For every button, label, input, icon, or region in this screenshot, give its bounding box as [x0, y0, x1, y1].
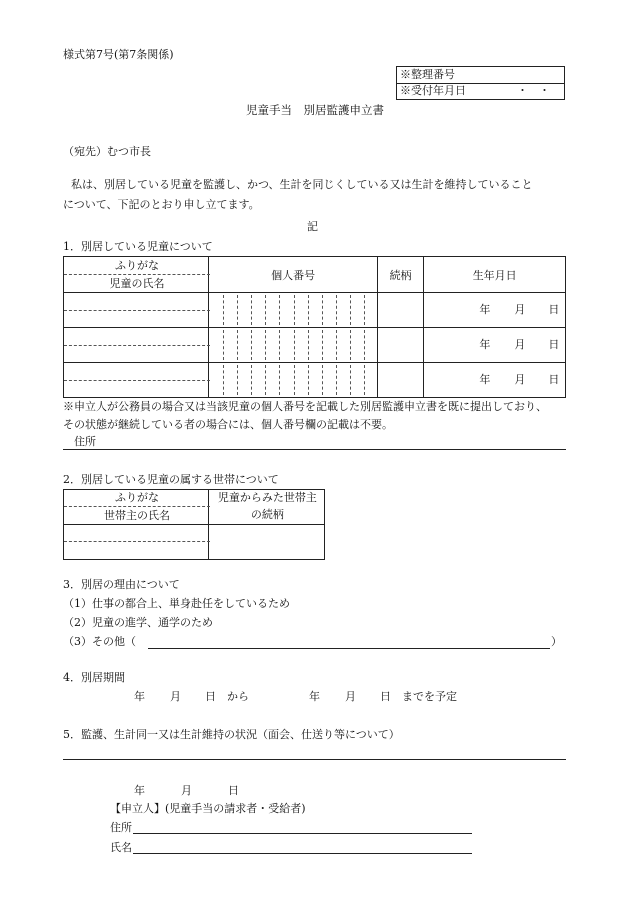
- digit-separator: [237, 365, 238, 395]
- period-from-day: 日 から: [205, 690, 249, 703]
- household-furigana-header: ふりがな: [115, 491, 159, 504]
- digit-separator: [223, 295, 224, 325]
- applicant-label: 【申立人】(児童手当の請求者・受給者): [110, 802, 306, 815]
- ki-mark: 記: [307, 220, 318, 233]
- birth-day-label: 日: [548, 373, 560, 386]
- digit-separator: [279, 330, 280, 360]
- household-relationship-header-2: の続柄: [250, 508, 284, 521]
- section5-title: 5．監護、生計同一又は生計維持の状況（面会、仕送り等について）: [63, 728, 400, 741]
- relationship-cell[interactable]: [377, 363, 424, 398]
- period-from-year: 年: [134, 690, 145, 703]
- document-title: 児童手当 別居監護申立書: [246, 103, 384, 117]
- birthdate-header: 生年月日: [424, 257, 566, 293]
- child-row: [64, 328, 566, 363]
- birth-year-label: 年: [479, 373, 491, 386]
- digit-separator: [364, 330, 365, 360]
- digit-separator: [336, 295, 337, 325]
- digit-separator: [237, 330, 238, 360]
- digit-separator: [336, 365, 337, 395]
- individual-number-cell[interactable]: [209, 293, 377, 328]
- period-to-day: 日 までを予定: [380, 690, 457, 703]
- child-address-label: 住所: [74, 435, 96, 448]
- birth-month-label: 月: [514, 303, 526, 316]
- period-to-month: 月: [345, 690, 356, 703]
- relationship-cell[interactable]: [377, 328, 424, 363]
- footer-year: 年: [134, 784, 145, 797]
- applicant-address-line[interactable]: [133, 833, 472, 834]
- household-relationship-cell[interactable]: [209, 525, 325, 560]
- household-table-header: [64, 490, 325, 525]
- digit-separator: [223, 330, 224, 360]
- birth-day-label: 日: [548, 303, 560, 316]
- footer-day: 日: [228, 784, 239, 797]
- digit-separator: [294, 330, 295, 360]
- note-line-2: その状態が継続している者の場合には、個人番号欄の記載は不要。: [63, 418, 393, 431]
- birthdate-cell[interactable]: [424, 293, 566, 328]
- children-table-header: [64, 257, 566, 293]
- section4-title: 4．別居期間: [63, 671, 125, 684]
- child-row: [64, 293, 566, 328]
- household-head-name-header: 世帯主の氏名: [104, 509, 170, 522]
- individual-number-cell[interactable]: [209, 328, 377, 363]
- relationship-cell[interactable]: [377, 293, 424, 328]
- digit-separator: [350, 365, 351, 395]
- applicant-name-line[interactable]: [133, 853, 472, 854]
- office-use-box: [396, 66, 565, 100]
- child-address-line[interactable]: [63, 449, 566, 450]
- household-relationship-header-cell: [209, 490, 325, 525]
- digit-separator: [364, 295, 365, 325]
- digit-separator: [279, 295, 280, 325]
- digit-separator: [350, 295, 351, 325]
- digit-separator: [322, 330, 323, 360]
- household-table: [63, 489, 325, 560]
- birth-month-label: 月: [514, 373, 526, 386]
- digit-separator: [237, 295, 238, 325]
- digit-separator: [223, 365, 224, 395]
- digit-separator: [251, 365, 252, 395]
- household-relationship-header-1: 児童からみた世帯主: [217, 491, 317, 504]
- birth-day-label: 日: [548, 338, 560, 351]
- section1-title: 1．別居している児童について: [63, 240, 213, 253]
- section2-title: 2．別居している児童の属する世帯について: [63, 473, 279, 486]
- digit-separator: [308, 330, 309, 360]
- digit-separator: [364, 365, 365, 395]
- applicant-address-label: 住所: [110, 821, 132, 834]
- receipt-date-dots: ・ ・: [517, 84, 550, 97]
- digit-separator: [265, 365, 266, 395]
- digit-separator: [251, 330, 252, 360]
- digit-separator: [279, 365, 280, 395]
- reason-option-3[interactable]: （3）その他（: [63, 635, 136, 648]
- addressee: （宛先）むつ市長: [63, 145, 151, 158]
- receipt-date-label: ※受付年月日: [400, 84, 466, 97]
- reason-option-1[interactable]: （1）仕事の都合上、単身赴任をしているため: [63, 597, 290, 610]
- birthdate-cell[interactable]: [424, 363, 566, 398]
- birth-year-label: 年: [479, 338, 491, 351]
- applicant-name-label: 氏名: [110, 841, 132, 854]
- digit-separator: [251, 295, 252, 325]
- birthdate-cell[interactable]: [424, 328, 566, 363]
- individual-number-cell[interactable]: [209, 363, 377, 398]
- digit-separator: [265, 295, 266, 325]
- furigana-header: ふりがな: [115, 259, 159, 272]
- children-table: [63, 256, 566, 398]
- individual-number-header: 個人番号: [209, 257, 377, 293]
- digit-separator: [294, 365, 295, 395]
- digit-separator: [350, 330, 351, 360]
- household-row: [64, 525, 325, 560]
- digit-separator: [322, 365, 323, 395]
- other-reason-line[interactable]: [148, 648, 550, 649]
- digit-separator: [308, 295, 309, 325]
- child-name-cell[interactable]: [64, 363, 209, 398]
- furigana-name-header: [64, 257, 209, 293]
- digit-separator: [336, 330, 337, 360]
- form-number: 様式第7号(第7条関係): [63, 48, 174, 61]
- intro-line-2: について、下記のとおり申し立てます。: [63, 198, 260, 211]
- household-head-name-cell[interactable]: [64, 525, 209, 560]
- section3-title: 3．別居の理由について: [63, 578, 180, 591]
- footer-month: 月: [181, 784, 192, 797]
- child-name-cell[interactable]: [64, 328, 209, 363]
- birth-year-label: 年: [479, 303, 491, 316]
- relationship-header: 続柄: [377, 257, 424, 293]
- reference-number-label: ※整理番号: [400, 68, 455, 81]
- period-from-month: 月: [170, 690, 181, 703]
- note-line-1: ※申立人が公務員の場合又は当該児童の個人番号を記載した別居監護申立書を既に提出しており、: [63, 400, 547, 413]
- digit-separator: [308, 365, 309, 395]
- household-furigana-header-cell: [64, 490, 209, 525]
- child-name-cell[interactable]: [64, 293, 209, 328]
- digit-separator: [265, 330, 266, 360]
- status-line[interactable]: [63, 759, 566, 760]
- child-row: [64, 363, 566, 398]
- period-to-year: 年: [309, 690, 320, 703]
- digit-separator: [322, 295, 323, 325]
- birth-month-label: 月: [514, 338, 526, 351]
- child-name-header: 児童の氏名: [109, 277, 165, 290]
- digit-separator: [294, 295, 295, 325]
- other-close-paren: ）: [551, 635, 562, 648]
- reason-option-2[interactable]: （2）児童の進学、通学のため: [63, 616, 213, 629]
- intro-line-1: 私は、別居している児童を監護し、かつ、生計を同じくしている又は生計を維持していること: [71, 178, 533, 191]
